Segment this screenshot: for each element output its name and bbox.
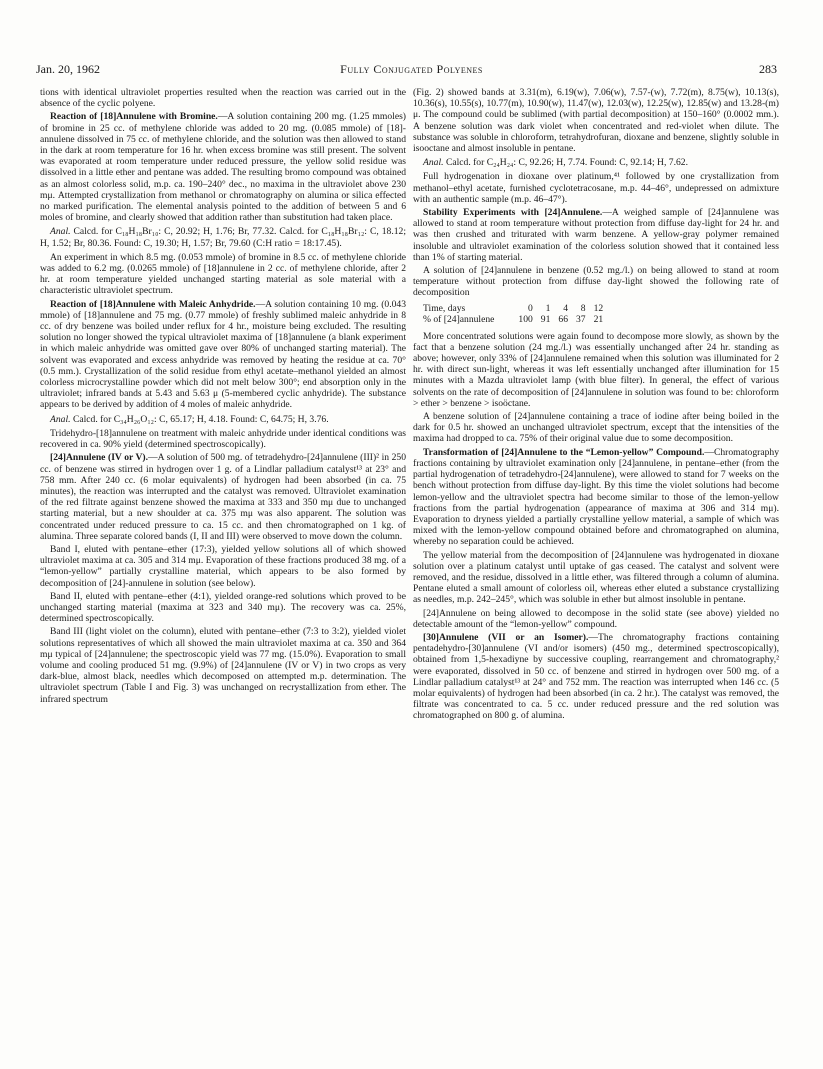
table-cell: 21 bbox=[593, 313, 604, 325]
paragraph: More concentrated solutions were again found to decompose more slowly, as shown by the fact that a benzene solution (24 mg./l.) was essentially unchanged after 24 hr. standing as above; however, only 33% of [24]annulene remained when this solution was illuminated for 2 hr. with direct sun-light, whereas it was left essentially unchanged after illumination for 15 minutes with a Mazda ultraviolet lamp (with blue filter). In general, the effect of various solvents on the rate of decomposition of [24]annulene in solution was found to be: chloroform > ether > benzene > isoöctane. bbox=[413, 330, 779, 409]
paragraph: A benzene solution of [24]annulene containing a trace of iodine after being boiled in the dark for 0.5 hr. showed an unchanged ultraviolet spectrum, except that the intensities of the maxima had dropped to ca. 75% of their original value due to some decomposition. bbox=[413, 411, 779, 445]
table-cell: 100 bbox=[518, 313, 533, 325]
table-row-label: % of [24]annulene bbox=[423, 313, 495, 325]
paragraph bbox=[40, 299, 406, 411]
paragraph-text: —A solution of 500 mg. of tetradehydro-[24]annulene (III)² in 250 cc. of benzene was stirred in hydrogen over 1 g. of a Lindlar palladium catalyst¹³ at 23° and 758 mm. After 240 cc. (6 molar equivalents) of hydrogen had been absorbed (in ca. 75 minutes), the reaction was interrupted and the catalyst was removed. Ultraviolet examination of the red filtrate against benzene showed the maxima at 333 and 350 mμ due to unchanged starting material, but a new shoulder at ca. 375 mμ was also apparent. The solution was concentrated under reduced pressure to ca. 15 cc. and then chromatographed on 1 kg. of alumina. Three separate colored bands (I, II and III) were observed to move down the column. bbox=[40, 452, 406, 542]
paragraph bbox=[40, 111, 406, 223]
analysis-text: Calcd. for C₃₄H₂₆O₁₂: C, 65.17; H, 4.18. Found: C, 64.75; H, 3.76. bbox=[72, 413, 329, 425]
analysis-line bbox=[40, 414, 406, 425]
section-heading: Stability Experiments with [24]Annulene. bbox=[423, 207, 603, 219]
paragraph: Band I, eluted with pentane–ether (17:3), yielded yellow solutions all of which showed ultraviolet maxima at ca. 305 and 314 mμ. Evaporation of these fractions produced 38 mg. of a “lemon-yellow” partially crystalline material, which appears to be also formed by decomposition of [24]-annulene in solution (see below). bbox=[40, 543, 406, 589]
paragraph: Band III (light violet on the column), eluted with pentane–ether (7:3 to 3:2), yielded violet solutions representatives of which all showed the main ultraviolet maxima at ca. 350 and 364 mμ typical of [24]annulene; the spectroscopic yield was 77 mg. (15.0%). Evaporation to small volume and cooling produced 51 mg. (9.9%) of [24]annulene (IV or V) in two crops as very dark-blue, almost black, needles which decomposed on attempted m.p. determination. The ultraviolet spectrum (Table I and Fig. 3) was unchanged on recrystallization from ether. The infrared spectrum bbox=[40, 626, 406, 705]
paragraph bbox=[413, 207, 779, 263]
paragraph: A solution of [24]annulene in benzene (0.52 mg./l.) on being allowed to stand at room temperature without protection from diffuse day-light showed the following rate of decomposition bbox=[413, 265, 779, 299]
paragraph-text: —A weighed sample of [24]annulene was allowed to stand at room temperature without protection from diffuse day-light for 24 hr. and was then crushed and triturated with warm benzene. A yellow-gray polymer remained insoluble and ultraviolet examination of the colorless solution showed that it contained less than 1% of starting material. bbox=[413, 207, 779, 263]
paragraph: tions with identical ultraviolet properties resulted when the reaction was carried out in the absence of the cyclic polyene. bbox=[40, 87, 406, 110]
paragraph: The yellow material from the decomposition of [24]annulene was hydrogenated in dioxane solution over a platinum catalyst until uptake of gas ceased. The catalyst and solvent were removed, and the residue, dissolved in a little ether, was filtered through a column of alumina. Pentane eluted a small amount of colorless oil, whereas ether eluted a substance crystallizing as needles, m.p. 242–245°, which was soluble in ether but almost insoluble in pentane. bbox=[413, 549, 779, 606]
paragraph: Band II, eluted with pentane–ether (4:1), yielded orange-red solutions which proved to be unchanged starting material (maxima at 323 and 340 mμ). The recovery was ca. 25%, determined spectroscopically. bbox=[40, 590, 406, 625]
left-column bbox=[40, 87, 406, 1052]
page-number: 283 bbox=[759, 62, 777, 76]
analysis-label: Anal. bbox=[50, 226, 71, 238]
paragraph-text: —The chromatography fractions containing pentadehydro-[30]annulene (VI and/or isomers) (450 mg., determined spectroscopically), obtained from 1,5-hexadiyne by successive coupling, rearrangement and chromatography,² were evaporated, dissolved in 50 cc. of benzene and stirred in hydrogen over 500 mg. of a Lindlar palladium catalyst¹³ at 24° and 752 mm. The reaction was interrupted when 146 cc. (5 molar equivalents) of hydrogen had been absorbed (in ca. 2 hr.). The catalyst was removed, the filtrate was concentrated to ca. 5 cc. under reduced pressure and the red solution was chromatographed on 800 g. of alumina. bbox=[413, 631, 779, 722]
section-heading: Reaction of [18]Annulene with Bromine. bbox=[50, 111, 218, 123]
table-cell: 8 bbox=[580, 302, 586, 314]
table-cell: 1 bbox=[545, 302, 551, 314]
decomposition-table bbox=[423, 303, 611, 325]
paragraph bbox=[413, 447, 779, 548]
table-row bbox=[423, 303, 611, 314]
analysis-line bbox=[40, 226, 406, 248]
analysis-line bbox=[413, 157, 779, 168]
paragraph: (Fig. 2) showed bands at 3.31(m), 6.19(w), 7.06(w), 7.57-(w), 7.72(m), 8.75(w), 10.13(s), 10.36(s), 10.55(s), 10.77(m), 10.90(w), 11.47(w), 12.03(w), 12.25(w), 12.85(w) and 13.28-(m) μ. The compound could be sublimed (with partial decomposition) at 150–160° (0.0002 mm.). A benzene solution was dark violet when concentrated and red-violet when dilute. The substance was soluble in chloroform, tetrahydrofuran, dioxane and benzene, slightly soluble in isooctane and almost insoluble in pentane. bbox=[413, 87, 779, 155]
section-heading: Reaction of [18]Annulene with Maleic Anhydride. bbox=[50, 298, 256, 310]
paragraph: An experiment in which 8.5 mg. (0.053 mmole) of bromine in 8.5 cc. of methylene chloride was added to 6.2 mg. (0.0265 mmole) of [18]annulene in 2 cc. of methylene chloride, after 2 hr. at room temperature yielded unchanged starting material as sole material with a characteristic ultraviolet spectrum. bbox=[40, 251, 406, 297]
table-row bbox=[423, 314, 611, 325]
section-heading: Transformation of [24]Annulene to the “Lemon-yellow” Compound. bbox=[423, 446, 705, 458]
analysis-text: Calcd. for C₁₈H₁₈Br₁₀: C, 20.92; H, 1.76; Br, 77.32. Calcd. for C₁₈H₁₈Br₁₂: C, 18.12; H, 1.52; Br, 80.36. Found: C, 19.30; H, 1.57; Br, 79.60 (C:H ratio = 18:17.45). bbox=[40, 226, 406, 249]
table-cell: 66 bbox=[558, 313, 568, 325]
header-date: Jan. 20, 1962 bbox=[36, 62, 100, 76]
right-column bbox=[413, 87, 779, 1052]
section-heading: [30]Annulene (VII or an Isomer). bbox=[423, 631, 589, 643]
table-cell: 0 bbox=[528, 302, 533, 314]
table-cell: 12 bbox=[593, 302, 604, 314]
analysis-label: Anal. bbox=[50, 413, 71, 425]
paragraph: [24]Annulene on being allowed to decompose in the solid state (see above) yielded no detectable amount of the “lemon-yellow” compound. bbox=[413, 607, 779, 630]
paragraph-text: —A solution containing 200 mg. (1.25 mmoles) of bromine in 25 cc. of methylene chloride was added to 20 mg. (0.085 mmole) of [18]-annulene dissolved in 75 cc. of methylene chloride, and the solution was then allowed to stand in the dark at room temperature for 16 hr. when excess bromine was still present. The solvent was evaporated at room temperature under reduced pressure, the yellow solid residue was dissolved in a little ether and pentane was added. The resulting bromo compound was obtained as an almost colorless solid, m.p. ca. 190–240° dec., no maxima in the ultraviolet above 230 mμ. Attempted crystallization from methanol or chromatography on alumina or silica effected no marked purification. The elemental analysis pointed to the addition of between 5 and 6 moles of bromine, and clearly showed that addition rather than substitution had taken place. bbox=[40, 111, 406, 224]
paragraph-text: —A solution containing 10 mg. (0.043 mmole) of [18]annulene and 75 mg. (0.77 mmole) of freshly sublimed maleic anhydride in 8 cc. of dry benzene was boiled under reflux for 4 hr., moisture being excluded. The resulting solution no longer showed the typical ultraviolet maxima of [18]annulene (a blank experiment in which maleic anhydride was omitted gave over 80% of unchanged starting material). The solvent was evaporated and excess anhydride was removed by heating the residue at ca. 70° (0.5 mm.). Crystallization of the solid residue from ethyl acetate–methanol yielded an almost colorless microcrystalline powder which did not melt below 300°; end absorption only in the ultraviolet; infrared bands at 5.43 and 5.63 μ (5-membered cyclic anhydride). The substance appears to be derived by addition of 4 moles of maleic anhydride. bbox=[40, 298, 406, 411]
paragraph: Tridehydro-[18]annulene on treatment with maleic anhydride under identical conditions was recovered in ca. 90% yield (determined spectroscopically). bbox=[40, 427, 406, 451]
analysis-label: Anal. bbox=[423, 157, 444, 169]
table-row-label: Time, days bbox=[423, 302, 466, 314]
paragraph-text: —Chromatography fractions containing by ultraviolet examination only [24]annulene, in pentane–ether (from the partial hydrogenation of tetradehydro-[24]annulene), were allowed to stand for 7 weeks on the bench without protection from diffuse day-light. By this time the violet solutions had become lemon-yellow and the ultraviolet spectra had become similar to those of the lemon-yellow fractions from the partial hydrogenation (appearance of maxima at 306 and 314 mμ). Evaporation to dryness yielded a partially crystalline yellow material, a sample of which was mixed with the lemon-yellow compound obtained before and chromatographed on alumina, whereby no separation could be achieved. bbox=[413, 446, 779, 548]
table-cell: 37 bbox=[575, 313, 586, 325]
section-heading: [24]Annulene (IV or V). bbox=[50, 452, 149, 464]
paragraph bbox=[40, 452, 406, 542]
table-cell: 4 bbox=[563, 302, 568, 314]
analysis-text: Calcd. for C₂₄H₂₄: C, 92.26; H, 7.74. Found: C, 92.14; H, 7.62. bbox=[445, 157, 688, 169]
table-cell: 91 bbox=[540, 313, 551, 325]
paragraph bbox=[413, 632, 779, 722]
paragraph: Full hydrogenation in dioxane over platinum,⁴¹ followed by one crystallization from methanol–ethyl acetate, furnished cyclotetracosane, m.p. 44–46°, undepressed on admixture with an authentic sample (m.p. 46–47°). bbox=[413, 171, 779, 205]
header-title: Fully Conjugated Polyenes bbox=[340, 62, 483, 76]
